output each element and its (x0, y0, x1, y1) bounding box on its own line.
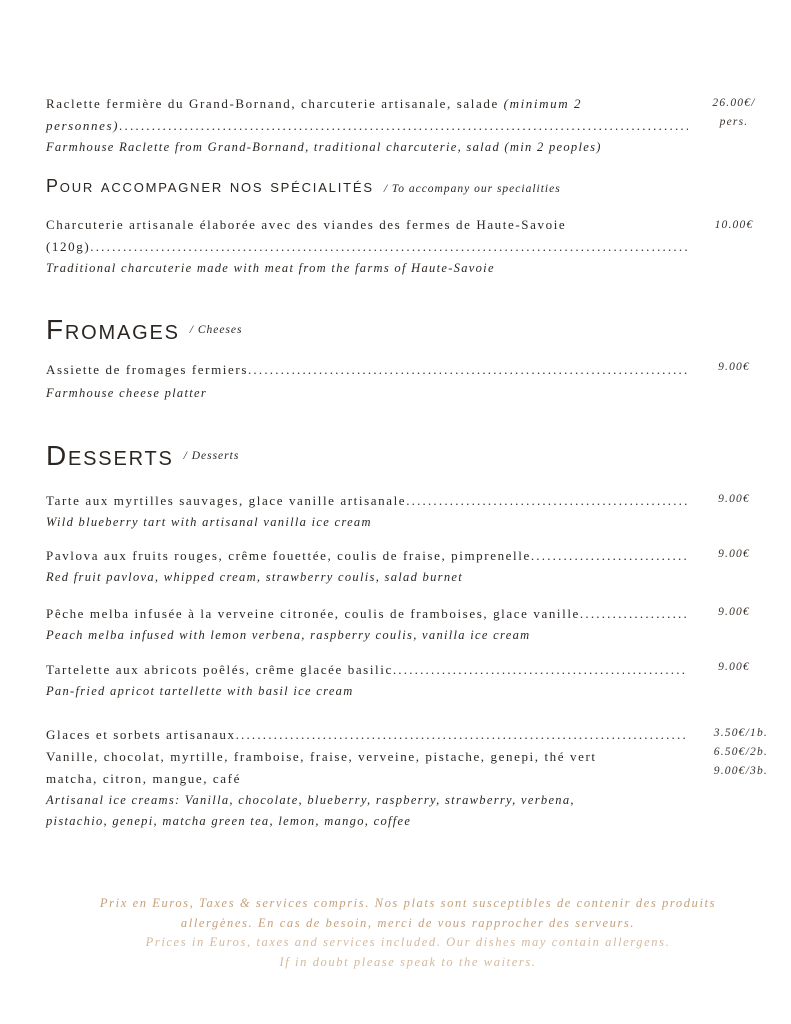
item-name: Glaces et sorbets artisanaux (46, 727, 236, 742)
menu-item-ice-creams (46, 724, 688, 832)
item-english: Pan-fried apricot tartellette with basil ice cream (46, 684, 354, 698)
item-name: Assiette de fromages fermiers (46, 362, 248, 377)
item-prices: 3.50€/1b. 6.50€/2b. 9.00€/3b. (713, 727, 768, 777)
item-english: Peach melba infused with lemon verbena, raspberry coulis, vanilla ice cream (46, 628, 531, 642)
item-name: Raclette fermière du Grand-Bornand, charcuterie artisanale, salade (46, 96, 504, 111)
item-name: Pêche melba infusée à la verveine citronée, coulis de framboises, glace vanille (46, 606, 580, 621)
item-price: 9.00€ (718, 606, 750, 618)
item-english: Farmhouse cheese platter (46, 386, 208, 400)
footer-notice: Prix en Euros, Taxes & services compris. Nos plats sont susceptibles de contenir des produits allergènes. En cas de besoin, merci de vous rapprocher des serveurs. Prices in Euros, taxes and services included. Our dishes may contain allergens. If in doubt please speak to the waiters. (99, 896, 717, 969)
section-heading-cheeses: Fromages $^{/ Cheeses}$ (46, 314, 243, 345)
menu-item-dessert (46, 603, 688, 646)
item-note: (minimum 2 (503, 96, 583, 111)
item-english: Wild blueberry tart with artisanal vanilla ice cream (46, 515, 372, 529)
section-heading-desserts: Desserts $^{/ Desserts}$ (46, 440, 240, 471)
item-name: Charcuterie artisanale élaborée avec des viandes des fermes de Haute-Savoie (46, 217, 567, 232)
item-english: Artisanal ice creams: Vanilla, chocolate, blueberry, raspberry, strawberry, verbena, (46, 793, 575, 807)
dot-leader (119, 115, 688, 137)
menu-item-dessert (46, 490, 688, 533)
item-name: Tarte aux myrtilles sauvages, glace vanille artisanale (46, 493, 407, 508)
menu-item-cheese-platter (46, 359, 688, 404)
section-subtitle: / Desserts (183, 450, 240, 462)
item-english: Farmhouse Raclette from Grand-Bornand, traditional charcuterie, salad (min 2 peoples) (46, 140, 602, 154)
section-subtitle: / To accompany our specialities (383, 183, 561, 195)
menu-item-charcuterie: Charcuterie artisanale élaborée avec des viandes des fermes de Haute-Savoie (120g) ..... Traditional charcuterie made with meat from the farms of Haute-Savoie (46, 214, 688, 279)
item-english: Red fruit pavlova, whipped cream, strawberry coulis, salad burnet (46, 570, 463, 584)
item-flavours: Vanille, chocolat, myrtille, framboise, fraise, verveine, pistache, genepi, thé vert (46, 749, 597, 764)
item-note-cont: personnes) (46, 118, 120, 133)
section-heading-accompany: Pour accompagner nos spécialités / To accompany our specialities (46, 176, 561, 196)
menu-item-dessert (46, 545, 688, 588)
dot-leader (248, 359, 688, 381)
section-subtitle: / Cheeses (189, 324, 243, 336)
item-english: Traditional charcuterie made with meat from the farms of Haute-Savoie (46, 261, 495, 275)
item-price: 9.00€ (718, 361, 750, 373)
item-name: Tartelette aux abricots poêlés, crême glacée basilic (46, 662, 393, 677)
item-price: 9.00€ (718, 493, 750, 505)
dot-leader (393, 659, 688, 681)
dot-leader (236, 724, 688, 746)
menu-item-dessert (46, 659, 688, 702)
item-name: Pavlova aux fruits rouges, crême fouettée, coulis de fraise, pimprenelle (46, 548, 531, 563)
item-english: pistachio, genepi, matcha green tea, lemon, mango, coffee (46, 814, 412, 828)
item-price: 10.00€ (714, 219, 754, 231)
dot-leader (531, 545, 688, 567)
item-price: 9.00€ (718, 661, 750, 673)
item-price: 9.00€ (718, 548, 750, 560)
menu-item-raclette (46, 93, 688, 158)
dot-leader (580, 603, 688, 625)
item-flavours: matcha, citron, mangue, café (46, 771, 241, 786)
dot-leader (90, 236, 688, 258)
dot-leader (406, 490, 688, 512)
item-price: 26.00€/ pers. (712, 97, 756, 128)
